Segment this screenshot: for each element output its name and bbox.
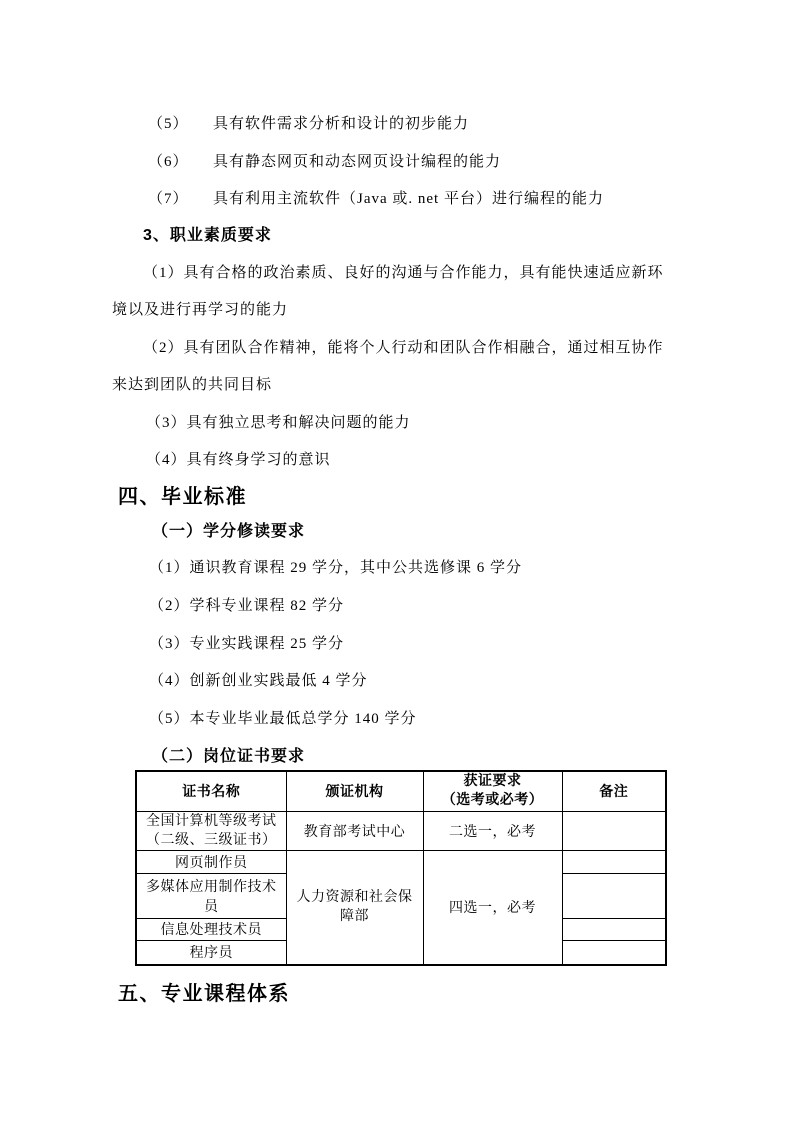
quality-item-4: （4）具有终身学习的意识 (146, 452, 331, 468)
cell-group-issuer-line-2: 障部 (340, 909, 369, 925)
credit-item-5: （5）本专业毕业最低总学分 140 学分 (149, 711, 417, 727)
cell-programmer-name: 程序员 (136, 940, 286, 965)
credit-requirements-heading: （一）学分修读要求 (152, 523, 306, 540)
graduation-standards-heading: 四、毕业标准 (118, 486, 247, 508)
cell-information-technician-note (562, 918, 666, 940)
quality-item-3: （3）具有独立思考和解决问题的能力 (146, 415, 411, 431)
credit-item-4: （4）创新创业实践最低 4 学分 (149, 673, 368, 689)
credit-item-1: （1）通识教育课程 29 学分，其中公共选修课 6 学分 (149, 560, 523, 576)
cell-group-requirement: 四选一，必考 (423, 850, 562, 965)
header-requirement-line-1: 获证要求 (463, 774, 522, 790)
cell-group-issuer (286, 850, 423, 965)
cell-information-technician-name: 信息处理技术员 (136, 918, 286, 940)
cell-programmer-note (562, 940, 666, 965)
ability-item-5 (148, 112, 469, 133)
cell-group-issuer-line-1: 人力资源和社会保 (296, 890, 413, 906)
quality-paragraph-1-line-2: 境以及进行再学习的能力 (112, 302, 289, 318)
quality-requirements-heading: 3、职业素质要求 (143, 227, 272, 244)
cell-ncre-requirement: 二选一，必考 (423, 811, 562, 850)
credit-item-2: （2）学科专业课程 82 学分 (149, 598, 345, 614)
header-cell-note: 备注 (562, 771, 666, 811)
header-cell-requirement (423, 771, 562, 811)
cell-ncre-note (562, 811, 666, 850)
quality-paragraph-2-line-1: （2）具有团队合作精神，能将个人行动和团队合作相融合，通过相互协作 (143, 340, 664, 356)
certificate-table (135, 770, 667, 966)
cell-ncre-name-line-2: （二级、三级证书） (146, 832, 277, 848)
cell-web-producer-note (562, 850, 666, 873)
cell-multimedia-technician-note (562, 873, 666, 918)
ability-item-6-text: 具有静态网页和动态网页设计编程的能力 (213, 154, 502, 170)
cell-ncre-name (136, 811, 286, 850)
header-cell-issuer: 颁证机构 (286, 771, 423, 811)
ability-item-6-number: （6） (148, 154, 189, 170)
cell-multimedia-technician-name: 多媒体应用制作技术员 (136, 873, 286, 918)
ability-item-7-number: （7） (148, 191, 189, 207)
credit-item-3: （3）专业实践课程 25 学分 (149, 636, 345, 652)
certificate-requirements-heading: （二）岗位证书要求 (152, 748, 306, 765)
ability-item-7 (148, 187, 604, 208)
table-row-ncre (136, 811, 666, 850)
cell-web-producer-name: 网页制作员 (136, 850, 286, 873)
header-cell-certificate-name: 证书名称 (136, 771, 286, 811)
course-system-heading: 五、专业课程体系 (118, 983, 290, 1005)
header-requirement-line-2: （选考或必考） (441, 793, 544, 809)
ability-item-5-number: （5） (148, 116, 189, 132)
ability-item-5-text: 具有软件需求分析和设计的初步能力 (213, 116, 470, 132)
certificate-table-header-row (136, 771, 666, 811)
ability-item-7-text: 具有利用主流软件（Java 或. net 平台）进行编程的能力 (213, 191, 604, 207)
quality-paragraph-1-line-1: （1）具有合格的政治素质、良好的沟通与合作能力，具有能快速适应新环 (143, 265, 664, 281)
ability-item-6 (148, 150, 501, 171)
table-row-web-producer (136, 850, 666, 873)
quality-paragraph-2-line-2: 来达到团队的共同目标 (112, 377, 273, 393)
cell-ncre-issuer: 教育部考试中心 (286, 811, 423, 850)
cell-ncre-name-line-1: 全国计算机等级考试 (146, 813, 277, 829)
